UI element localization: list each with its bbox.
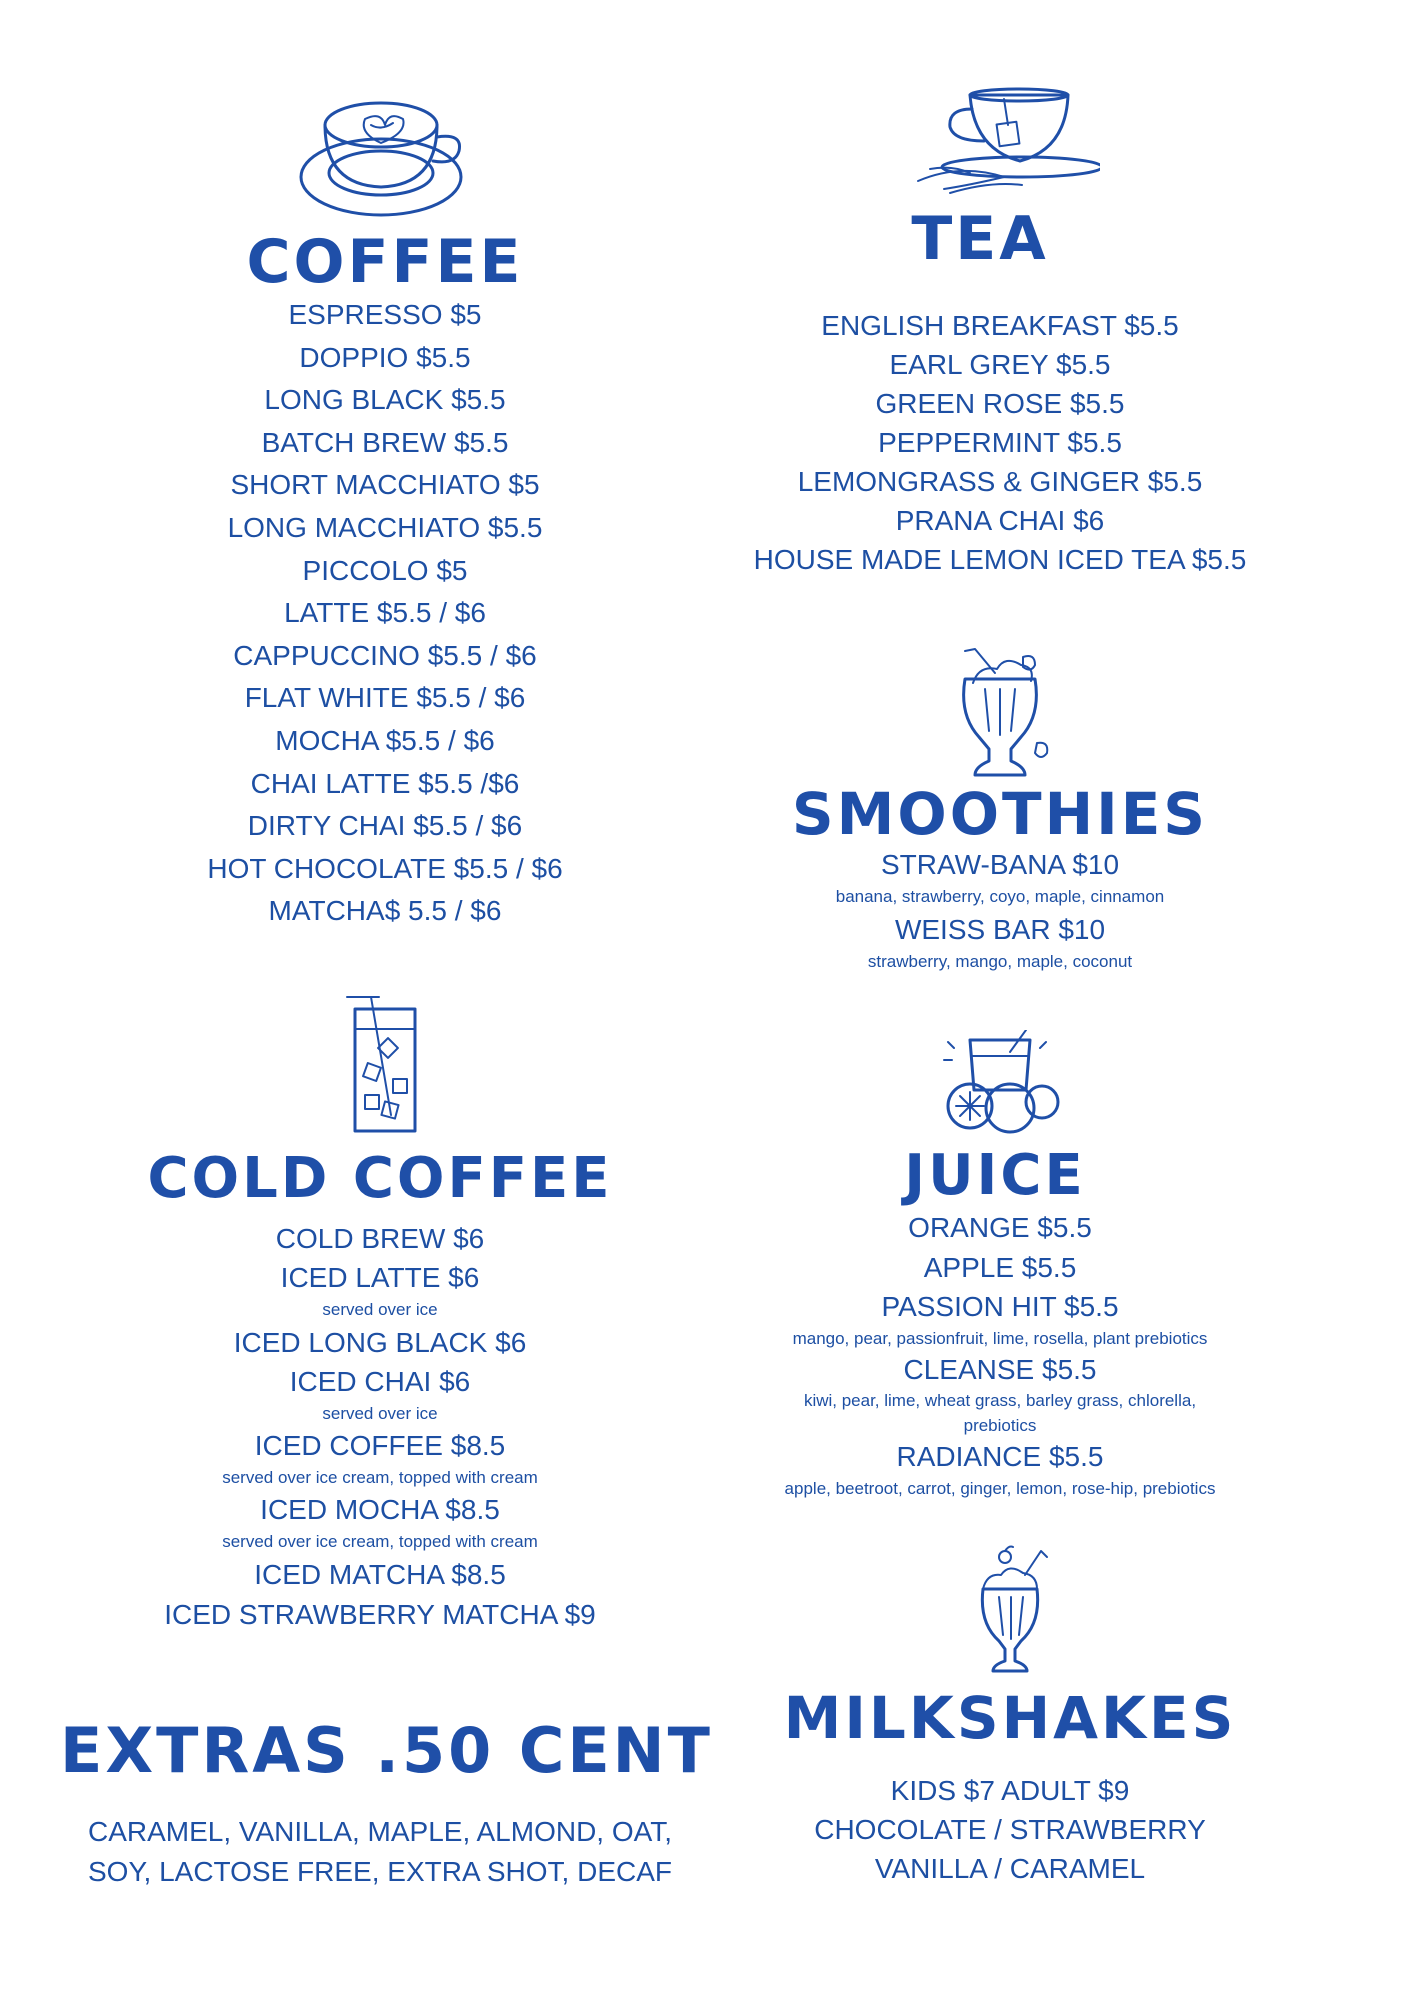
extras-line: CARAMEL, VANILLA, MAPLE, ALMOND, OAT, xyxy=(87,1816,673,1847)
menu-item-description: served over ice cream, topped with cream xyxy=(222,1532,538,1551)
menu-item: VANILLA / CARAMEL xyxy=(874,1853,1146,1884)
extras-line: SOY, LACTOSE FREE, EXTRA SHOT, DECAF xyxy=(87,1856,672,1887)
menu-item: APPLE $5.5 xyxy=(923,1252,1077,1283)
menu-item: SHORT MACCHIATO $5 xyxy=(230,469,540,501)
coffee-cup-icon xyxy=(130,95,640,220)
menu-item-description: banana, strawberry, coyo, maple, cinnamon xyxy=(835,887,1165,906)
milkshakes-heading: MILKSHAKES xyxy=(783,1684,1237,1752)
menu-item-description: served over ice xyxy=(322,1300,438,1319)
menu-item: LONG BLACK $5.5 xyxy=(264,384,506,416)
menu-item: ICED LONG BLACK $6 xyxy=(233,1327,527,1358)
extras-list xyxy=(60,1812,700,1892)
cold-coffee-section xyxy=(130,995,630,1635)
menu-item: CHAI LATTE $5.5 /$6 xyxy=(250,767,520,799)
menu-item: ICED MOCHA $8.5 xyxy=(260,1494,500,1525)
menu-item-description: kiwi, pear, lime, wheat grass, barley grass, chlorella, prebiotics xyxy=(803,1391,1197,1435)
menu-item: RADIANCE $5.5 xyxy=(896,1441,1104,1472)
menu-item: ICED STRAWBERRY MATCHA $9 xyxy=(164,1599,596,1630)
coffee-items xyxy=(130,294,640,933)
menu-item: LATTE $5.5 / $6 xyxy=(284,597,486,629)
menu-item: KIDS $7 ADULT $9 xyxy=(890,1775,1130,1806)
extras-section xyxy=(60,1714,713,1892)
cold-coffee-heading: COLD COFFEE xyxy=(147,1146,613,1211)
extras-heading: EXTRAS .50 CENT xyxy=(60,1714,713,1787)
menu-item: CAPPUCCINO $5.5 / $6 xyxy=(233,639,537,671)
smoothies-section xyxy=(760,645,1240,975)
milkshakes-section xyxy=(760,1545,1260,1888)
menu-item: HOUSE MADE LEMON ICED TEA $5.5 xyxy=(753,544,1247,575)
menu-item: ORANGE $5.5 xyxy=(908,1212,1092,1243)
menu-item: CHOCOLATE / STRAWBERRY xyxy=(814,1814,1206,1845)
menu-item-description: served over ice xyxy=(322,1404,438,1423)
menu-item: WEISS BAR $10 xyxy=(894,914,1106,945)
milkshakes-items xyxy=(760,1771,1260,1888)
menu-item: BATCH BREW $5.5 xyxy=(261,426,509,458)
menu-item: ENGLISH BREAKFAST $5.5 xyxy=(821,310,1179,341)
menu-item-description: strawberry, mango, maple, coconut xyxy=(867,952,1133,971)
juice-items xyxy=(740,1208,1260,1502)
juice-section xyxy=(740,1030,1260,1502)
menu-item: ICED COFFEE $8.5 xyxy=(254,1430,506,1461)
menu-item: MOCHA $5.5 / $6 xyxy=(275,724,495,756)
menu-item: DOPPIO $5.5 xyxy=(299,341,471,373)
menu-item: MATCHA$ 5.5 / $6 xyxy=(268,895,502,927)
juice-oranges-icon xyxy=(740,1030,1260,1140)
teacup-icon xyxy=(740,85,1260,205)
menu-item: EARL GREY $5.5 xyxy=(889,349,1111,380)
menu-item: ICED LATTE $6 xyxy=(280,1262,480,1293)
menu-item: PASSION HIT $5.5 xyxy=(881,1291,1119,1322)
milkshake-glass-icon xyxy=(760,1545,1260,1675)
menu-item: HOT CHOCOLATE $5.5 / $6 xyxy=(207,852,563,884)
menu-item: FLAT WHITE $5.5 / $6 xyxy=(244,682,526,714)
menu-item-description: served over ice cream, topped with cream xyxy=(222,1468,538,1487)
tea-heading: TEA xyxy=(911,204,1049,274)
tea-items xyxy=(740,306,1260,579)
menu-item: STRAW-BANA $10 xyxy=(880,849,1120,880)
menu-item: PRANA CHAI $6 xyxy=(895,505,1105,536)
menu-item: COLD BREW $6 xyxy=(275,1223,485,1254)
coffee-section xyxy=(130,95,640,933)
menu-item: LEMONGRASS & GINGER $5.5 xyxy=(797,466,1203,497)
menu-item: PEPPERMINT $5.5 xyxy=(878,427,1122,458)
menu-item-description: apple, beetroot, carrot, ginger, lemon, rose-hip, prebiotics xyxy=(784,1479,1216,1498)
menu-item: GREEN ROSE $5.5 xyxy=(875,388,1125,419)
coffee-heading: COFFEE xyxy=(246,227,524,297)
menu-item: ICED CHAI $6 xyxy=(289,1366,471,1397)
cold-coffee-items xyxy=(130,1219,630,1635)
smoothies-items xyxy=(760,847,1240,975)
menu-item: CLEANSE $5.5 xyxy=(903,1354,1097,1385)
menu-item-description: mango, pear, passionfruit, lime, rosella, plant prebiotics xyxy=(792,1329,1208,1348)
menu-item: PICCOLO $5 xyxy=(302,554,468,586)
menu-item: ESPRESSO $5 xyxy=(288,299,482,330)
tea-section xyxy=(740,85,1260,579)
menu-item: LONG MACCHIATO $5.5 xyxy=(227,511,543,543)
smoothie-glass-icon xyxy=(760,645,1240,785)
iced-glass-icon xyxy=(130,995,630,1135)
juice-heading: JUICE xyxy=(904,1143,1086,1208)
menu-item: DIRTY CHAI $5.5 / $6 xyxy=(247,810,523,842)
menu-item: ICED MATCHA $8.5 xyxy=(254,1559,506,1590)
smoothies-heading: SMOOTHIES xyxy=(791,780,1209,848)
